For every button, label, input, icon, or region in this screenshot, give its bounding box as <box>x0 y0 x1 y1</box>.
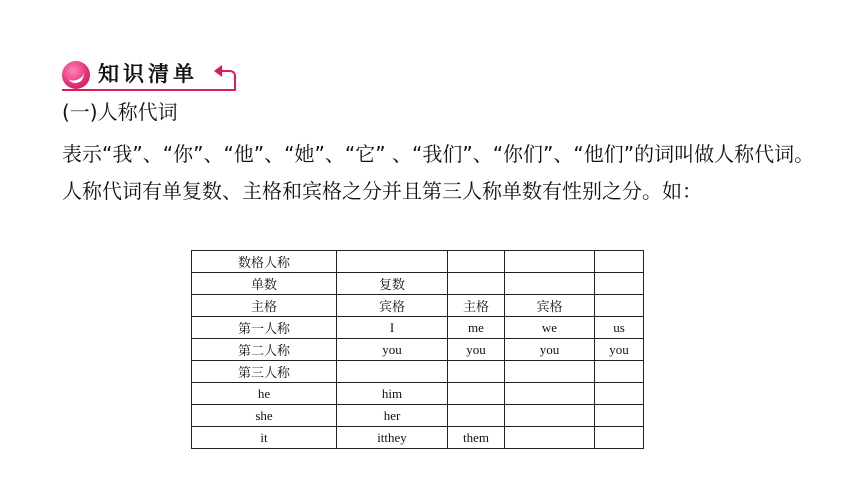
table-cell <box>595 361 644 383</box>
table-cell: he <box>192 383 337 405</box>
banner-underline <box>62 89 236 91</box>
table-cell: us <box>595 317 644 339</box>
table-cell: 第一人称 <box>192 317 337 339</box>
table-cell <box>595 273 644 295</box>
table-cell <box>448 405 505 427</box>
table-cell: you <box>448 339 505 361</box>
table-row <box>192 339 644 361</box>
pen-badge-icon <box>62 61 90 89</box>
section-heading: (一)人称代词 <box>62 100 178 124</box>
table-row <box>192 273 644 295</box>
table-cell: it <box>192 427 337 449</box>
table-cell: you <box>505 339 595 361</box>
table-cell: you <box>337 339 448 361</box>
table-cell: she <box>192 405 337 427</box>
table-cell: 主格 <box>192 295 337 317</box>
intro-paragraph: 表示“我”、“你”、“他”、“她”、“它” 、“我们”、“你们”、“他们”的词叫做人称代词。人称代词有单复数、主格和宾格之分并且第三人称单数有性别之分。如： <box>62 142 815 203</box>
table-cell <box>448 273 505 295</box>
table-cell <box>595 427 644 449</box>
table-cell: me <box>448 317 505 339</box>
table-cell <box>337 361 448 383</box>
table-cell: 第二人称 <box>192 339 337 361</box>
table-cell: 宾格 <box>337 295 448 317</box>
table-cell <box>448 251 505 273</box>
table-cell <box>505 405 595 427</box>
banner-title: 知识清单 <box>98 62 198 86</box>
table-cell: 复数 <box>337 273 448 295</box>
knowledge-banner <box>62 60 238 92</box>
banner-tail <box>220 70 236 90</box>
table-cell: them <box>448 427 505 449</box>
table-cell: I <box>337 317 448 339</box>
table-row <box>192 383 644 405</box>
table-cell: 数格人称 <box>192 251 337 273</box>
table-cell <box>595 383 644 405</box>
table-row <box>192 251 644 273</box>
table-cell: 主格 <box>448 295 505 317</box>
table-row <box>192 405 644 427</box>
table-row <box>192 427 644 449</box>
table-cell <box>595 251 644 273</box>
table-cell: him <box>337 383 448 405</box>
table-cell: itthey <box>337 427 448 449</box>
table-cell <box>337 251 448 273</box>
pronoun-table <box>191 250 644 449</box>
table-cell: 第三人称 <box>192 361 337 383</box>
table-cell <box>505 361 595 383</box>
table-cell <box>448 383 505 405</box>
table-cell <box>595 405 644 427</box>
table-cell: we <box>505 317 595 339</box>
table-row <box>192 317 644 339</box>
table-row <box>192 295 644 317</box>
table-row <box>192 361 644 383</box>
table-cell: her <box>337 405 448 427</box>
table-cell <box>505 383 595 405</box>
arrow-icon <box>214 65 222 77</box>
table-cell <box>505 251 595 273</box>
table-cell: you <box>595 339 644 361</box>
table-cell <box>505 427 595 449</box>
table-cell: 宾格 <box>505 295 595 317</box>
table-cell <box>505 273 595 295</box>
table-cell <box>595 295 644 317</box>
table-cell <box>448 361 505 383</box>
table-cell: 单数 <box>192 273 337 295</box>
